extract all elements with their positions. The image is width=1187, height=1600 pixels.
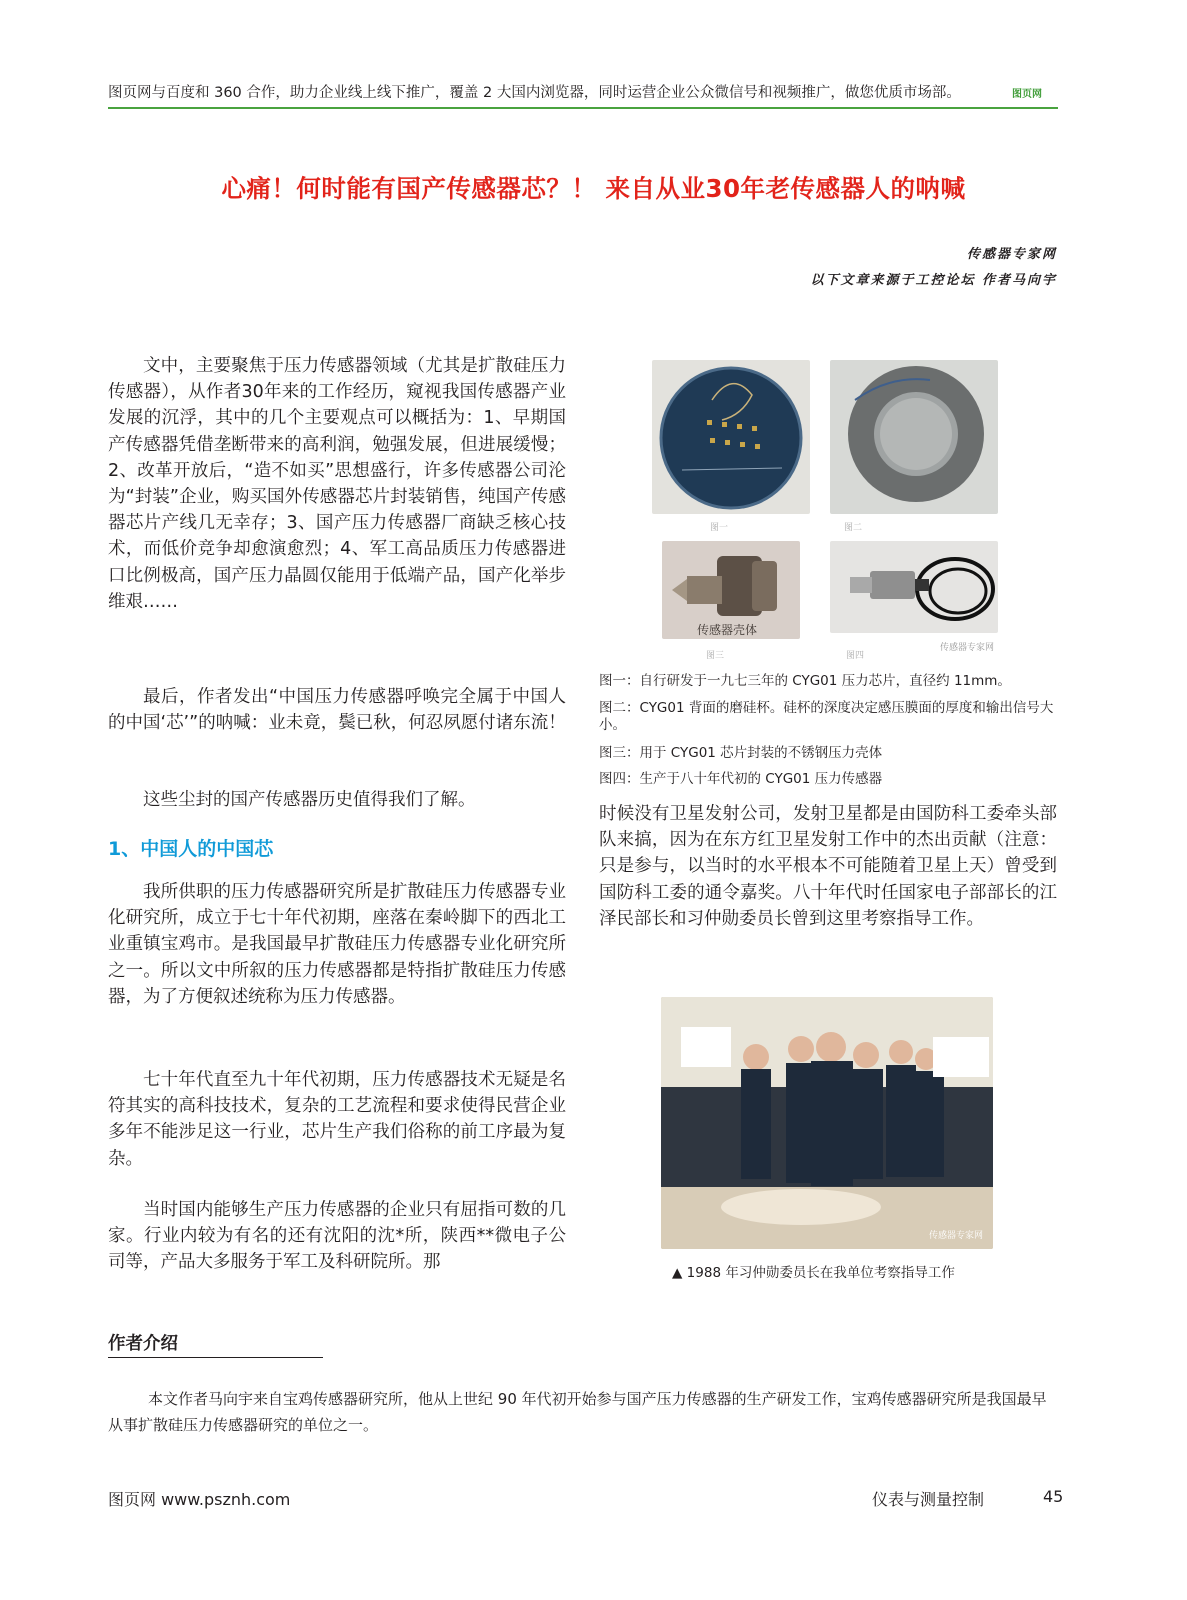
intro-paragraph: 文中，主要聚焦于压力传感器领域（尤其是扩散硅压力传感器），从作者30年来的工作经历，窥视我国传感器产业发展的沉浮，其中的几个主要观点可以概括为：1、早期国产传感器凭借垄断带来的高利润，勉强发展，但进展缓慢；2、改革开放后，“造不如买”思想盛行，许多传感器公司沦为“封装”企业，购买国外传感器芯片封装销售，纯国产传感器芯片产线几无幸存；3、国产压力传感器厂商缺乏核心技术，而低价竞争却愈演愈烈；4、军工高品质压力传感器进口比例极高，国产压力晶圆仅能用于低端产品，国产化举步维艰…… <box>108 356 566 612</box>
figure-2-label: 图二 <box>844 523 863 533</box>
source-line-2: 以下文章来源于工控论坛 作者马向宇 <box>810 273 1057 288</box>
caption-figure-2: 图二：CYG01 背面的磨硅杯。硅杯的深度决定感压膜面的厚度和输出信号大小。 <box>599 700 1054 733</box>
historic-photo-image <box>661 997 993 1249</box>
historic-photo-caption: ▲ 1988 年习仲勋委员长在我单位考察指导工作 <box>672 1265 955 1281</box>
figure-4-label: 图四 <box>846 651 865 661</box>
figure-1-label: 图一 <box>710 523 729 533</box>
caption-figure-3: 图三：用于 CYG01 芯片封装的不锈钢压力壳体 <box>599 745 883 761</box>
silicon-cup-image <box>830 360 998 514</box>
author-divider <box>108 1357 323 1358</box>
photo-watermark: 传感器专家网 <box>928 1231 983 1241</box>
figure-3-photo <box>662 541 800 639</box>
housing-overlay-text: 传感器壳体 <box>697 623 758 637</box>
caption-figure-4: 图四：生产于八十年代初的 CYG01 压力传感器 <box>599 771 883 787</box>
figure-3-label: 图三 <box>706 651 725 661</box>
article-title: 心痛！何时能有国产传感器芯？！ 来自从业30年老传感器人的呐喊 <box>221 174 966 203</box>
closing-paragraph: 最后，作者发出“中国压力传感器呼唤完全属于中国人的中国‘芯’”的呐喊：业未竟，鬓已秋，何忍夙愿付诸东流！ <box>108 687 566 734</box>
source-line-1: 传感器专家网 <box>966 247 1057 262</box>
tuyewang-logo: 图页网 <box>1012 89 1042 100</box>
satellite-paragraph: 时候没有卫星发射公司，发射卫星都是由国防科工委牵头部队来搞，因为在东方红卫星发射工作中的杰出贡献（注意：只是参与，以当时的水平根本不可能随着卫星上天）曾受到国防科工委的通令嘉奖。八十年代时任国家电子部部长的江泽民部长和习仲勋委员长曾到这里考察指导工作。 <box>599 804 1057 929</box>
footer-site: 图页网 www.psznh.com <box>108 1490 291 1509</box>
historic-photo <box>661 997 993 1249</box>
figure-4-watermark: 传感器专家网 <box>940 643 995 653</box>
pressure-sensor-image <box>830 541 998 633</box>
section-heading-1: 1、中国人的中国芯 <box>108 838 274 860</box>
footer-section: 仪表与测量控制 <box>872 1490 985 1509</box>
institute-paragraph: 我所供职的压力传感器研究所是扩散硅压力传感器专业化研究所，成立于七十年代初期，座落在秦岭脚下的西北工业重镇宝鸡市。是我国最早扩散硅压力传感器专业化研究所之一。所以文中所叙的压力传感器都是特指扩散硅压力传感器，为了方便叙述统称为压力传感器。 <box>108 882 566 1007</box>
history-paragraph: 这些尘封的国产传感器历史值得我们了解。 <box>143 790 476 810</box>
page-number: 45 <box>1043 1487 1064 1506</box>
figure-1-photo <box>652 360 810 514</box>
figure-2-photo <box>830 360 998 514</box>
author-bio: 本文作者马向宇来自宝鸡传感器研究所，他从上世纪 90 年代初开始参与国产压力传感器的生产研发工作，宝鸡传感器研究所是我国最早从事扩散硅压力传感器研究的单位之一。 <box>108 1390 1047 1434</box>
industry-paragraph: 当时国内能够生产压力传感器的企业只有屈指可数的几家。行业内较为有名的还有沈阳的沈*所，陕西**微电子公司等，产品大多服务于军工及科研院所。那 <box>108 1200 566 1273</box>
figure-4-photo <box>830 541 998 633</box>
top-banner-text: 图页网与百度和 360 合作，助力企业线上线下推广，覆盖 2 大国内浏览器，同时运营企业公众微信号和视频推广，做您优质市场部。 <box>108 85 961 101</box>
technology-paragraph: 七十年代直至九十年代初期，压力传感器技术无疑是名符其实的高科技技术，复杂的工艺流程和要求使得民营企业多年不能涉足这一行业，芯片生产我们俗称的前工序最为复杂。 <box>108 1070 566 1169</box>
author-heading: 作者介绍 <box>108 1334 178 1354</box>
chip-image <box>652 360 810 514</box>
banner-divider <box>108 107 1058 109</box>
caption-figure-1: 图一：自行研发于一九七三年的 CYG01 压力芯片，直径约 11mm。 <box>599 673 1011 689</box>
